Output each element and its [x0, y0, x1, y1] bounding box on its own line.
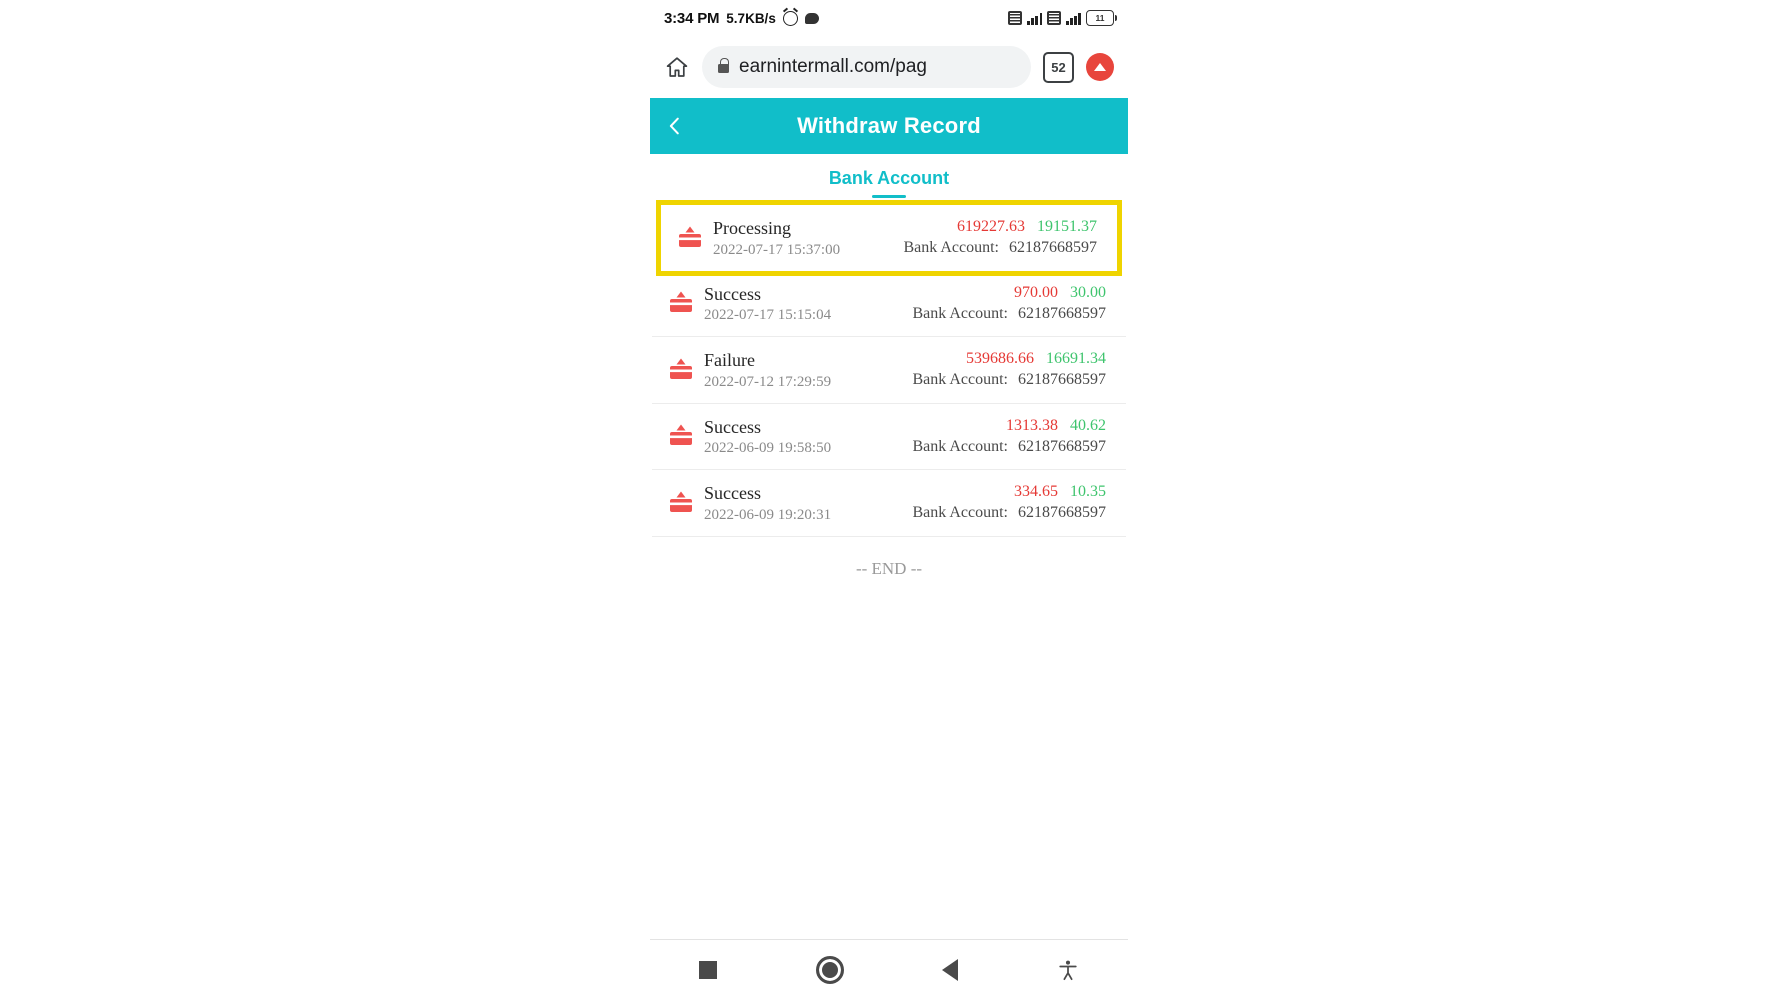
record-time: 2022-06-09 19:58:50: [704, 440, 832, 456]
tab-switcher-button[interactable]: [1043, 52, 1074, 83]
accessibility-icon[interactable]: [1057, 959, 1079, 981]
bank-card-icon: [668, 357, 694, 383]
record-fee: 16691.34: [1046, 350, 1106, 368]
home-circle-icon[interactable]: [816, 956, 844, 984]
record-status: Processing: [713, 218, 791, 238]
record-time: 2022-07-12 17:29:59: [704, 373, 832, 390]
record-account: 62187668597: [1009, 239, 1097, 257]
account-label: Bank Account:: [912, 304, 1008, 322]
tab-bar: [650, 154, 1128, 198]
system-nav-bar: [650, 939, 1128, 1000]
account-label: Bank Account:: [903, 239, 999, 257]
status-time: 3:34 PM: [664, 9, 720, 27]
account-label: Bank Account:: [912, 371, 1008, 389]
browser-toolbar: [650, 36, 1128, 98]
phone-screen: [650, 0, 1128, 1000]
bank-card-icon: [668, 423, 694, 449]
record-account: 62187668597: [1018, 371, 1106, 389]
upload-arrow-icon[interactable]: [1086, 53, 1114, 81]
recents-square-icon[interactable]: [699, 961, 717, 979]
tab-count: 52: [1051, 59, 1066, 75]
url-bar[interactable]: [702, 46, 1031, 88]
page-content: [650, 98, 1128, 1000]
back-triangle-icon[interactable]: [942, 959, 958, 981]
table-row[interactable]: [661, 205, 1117, 271]
record-account: 62187668597: [1018, 304, 1106, 322]
record-amount: 334.65: [1014, 483, 1058, 501]
account-label: Bank Account:: [912, 437, 1008, 455]
page-title: Withdraw Record: [797, 113, 981, 138]
record-account: 62187668597: [1018, 437, 1106, 455]
record-fee: 40.62: [1070, 416, 1106, 434]
record-fee: 30.00: [1070, 283, 1106, 301]
sim-card-icon: [1008, 11, 1022, 25]
signal-bars-icon: [1027, 12, 1042, 25]
record-account: 62187668597: [1018, 504, 1106, 522]
app-bar: [650, 98, 1128, 154]
home-icon[interactable]: [664, 55, 690, 79]
record-fee: 10.35: [1070, 483, 1106, 501]
sim-card-icon-2: [1047, 11, 1061, 25]
account-label: Bank Account:: [912, 504, 1008, 522]
lock-icon: [718, 64, 729, 73]
signal-bars-icon-2: [1066, 12, 1081, 25]
record-status: Success: [704, 283, 761, 304]
record-time: 2022-07-17 15:15:04: [704, 307, 832, 323]
network-speed: 5.7KB/s: [726, 10, 776, 26]
record-amount: 539686.66: [966, 350, 1034, 368]
table-row[interactable]: [652, 271, 1126, 338]
chat-bubble-icon: [805, 13, 819, 24]
record-fee: 19151.37: [1037, 218, 1097, 236]
bank-card-icon: [668, 490, 694, 516]
record-amount: 619227.63: [957, 218, 1025, 236]
tab-bank-account[interactable]: Bank Account: [829, 168, 949, 198]
record-status: Success: [704, 416, 761, 437]
table-row[interactable]: [652, 404, 1126, 471]
withdraw-record-list: [652, 205, 1126, 537]
battery-level: 11: [1095, 13, 1105, 23]
table-row[interactable]: [652, 337, 1126, 404]
record-amount: 1313.38: [1006, 416, 1058, 434]
table-row[interactable]: [652, 470, 1126, 537]
end-of-list-note: -- END --: [855, 558, 923, 578]
record-amount: 970.00: [1014, 283, 1058, 301]
alarm-icon: [783, 11, 798, 26]
bank-card-icon: [668, 290, 694, 316]
record-status: Failure: [704, 350, 755, 370]
battery-icon: [1086, 10, 1114, 26]
url-text: earnintermall.com/pag: [739, 56, 927, 77]
record-time: 2022-07-17 15:37:00: [713, 241, 841, 258]
status-bar: [650, 0, 1128, 36]
record-status: Success: [704, 483, 761, 503]
back-chevron-icon[interactable]: [664, 115, 686, 137]
record-time: 2022-06-09 19:20:31: [704, 506, 832, 523]
bank-card-icon: [677, 225, 703, 251]
